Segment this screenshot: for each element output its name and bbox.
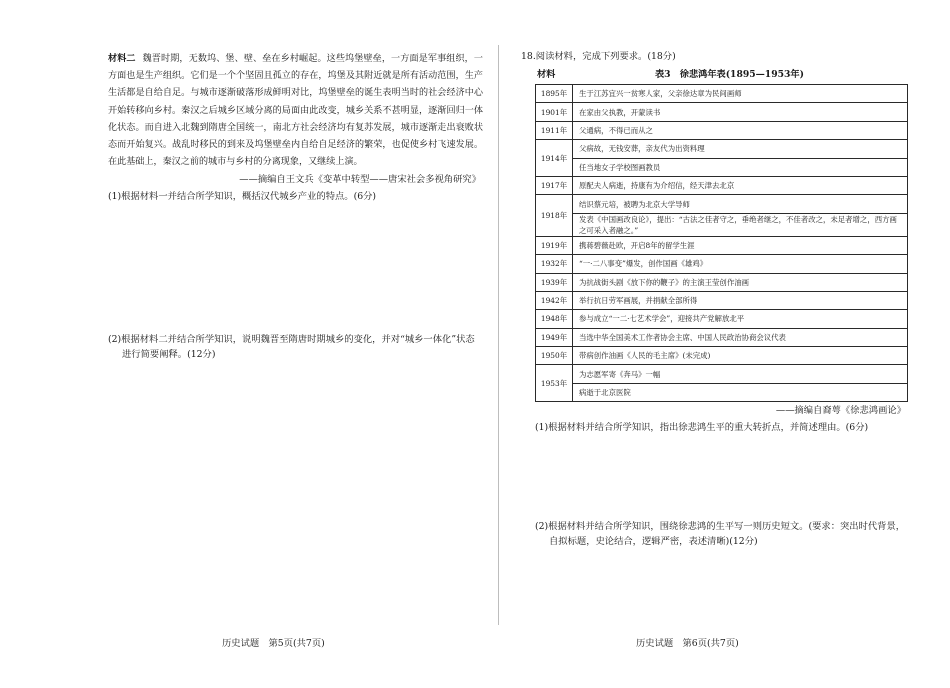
table-row xyxy=(536,85,908,103)
event-cell: 父通病，不得已而从之 xyxy=(573,121,908,139)
material-two-source: ——摘编自王文兵《变革中转型——唐宋社会多视角研究》 xyxy=(239,174,481,186)
event-cell: 病逝于北京医院 xyxy=(573,383,908,401)
material-two-text: 魏晋时期，无数坞、堡、壁、垒在乡村崛起。这些坞堡壁垒，一方面是军事组织，一方面也是生产组织。它们是一个个坚固且孤立的存在，坞堡及其附近就是所有活动范围，生产生活都是自给自足。与城市逐渐破落形成鲜明对比，坞堡壁垒的诞生表明当时的社会经济中心开始转移向乡村。秦汉之后城乡区域分离的局面由此改变，城乡关系不甚明显，逐渐回归一体化状态。而自进入北魏到隋唐全国统一，南北方社会经济均有复苏发展，城市逐渐走出衰败状态而开始复兴。战乱时移民的到来及坞堡壁垒内自给自足经济的繁荣，也促使乡村飞速发展。在此基础上，秦汉之前的城市与乡村的分离现象，又继续上演。 xyxy=(108,54,483,168)
question-17-1: (1)根据材料一并结合所学知识，概括汉代城乡产业的特点。(6分) xyxy=(108,191,377,203)
event-cell: 在家由父执教，开蒙读书 xyxy=(573,103,908,121)
year-cell: 1895年 xyxy=(536,85,573,103)
event-cell: 父病故，无钱安葬，亲友代为出资料理 xyxy=(573,140,908,158)
table-row xyxy=(536,291,908,309)
event-cell: 携蒋碧薇赴欧，开启8年的留学生涯 xyxy=(573,236,908,254)
year-cell: 1950年 xyxy=(536,347,573,365)
question-18-1: (1)根据材料并结合所学知识，指出徐悲鸿生平的重大转折点，并简述理由。(6分) xyxy=(535,422,869,434)
year-cell: 1911年 xyxy=(536,121,573,139)
year-cell: 1939年 xyxy=(536,273,573,291)
table-row xyxy=(536,328,908,346)
table-title: 表3 徐悲鸿年表(1895—1953年) xyxy=(655,69,804,80)
year-cell: 1901年 xyxy=(536,103,573,121)
year-cell: 1917年 xyxy=(536,176,573,194)
material-label: 材料 xyxy=(537,69,556,80)
table-row xyxy=(536,255,908,273)
table-row xyxy=(536,121,908,139)
event-cell: 当选中华全国美术工作者协会主席、中国人民政治协商会议代表 xyxy=(573,328,908,346)
answer-space-18-1 xyxy=(523,435,908,517)
right-page xyxy=(523,50,908,549)
year-cell: 1914年 xyxy=(536,140,573,177)
question-17-2: (2)根据材料二并结合所学知识，说明魏晋至隋唐时期城乡的变化，并对“城乡一体化”状态进行简要阐释。(12分) xyxy=(108,334,475,361)
event-cell: 参与成立“一二·七艺术学会”，迎接共产党解放北平 xyxy=(573,310,908,328)
table-row xyxy=(536,347,908,365)
event-cell: 生于江苏宜兴一贫寒人家，父亲徐达章为民间画师 xyxy=(573,85,908,103)
chronology-table xyxy=(535,84,908,402)
year-cell: 1949年 xyxy=(536,328,573,346)
table-row xyxy=(536,176,908,194)
event-cell: 举行抗日劳军画展，并捐献全部所得 xyxy=(573,291,908,309)
table-row xyxy=(536,213,908,236)
table-source: ——摘编自裔萼《徐悲鸿画论》 xyxy=(775,405,906,417)
table-row xyxy=(536,383,908,401)
event-cell: 任当地女子学校图画教员 xyxy=(573,158,908,176)
table-row xyxy=(536,365,908,383)
event-cell: “一·二八事变”爆发，创作国画《雄鸡》 xyxy=(573,255,908,273)
table-row xyxy=(536,103,908,121)
left-page-footer: 历史试题 第5页(共7页) xyxy=(222,638,325,649)
table-row xyxy=(536,310,908,328)
table-row xyxy=(536,273,908,291)
year-cell: 1918年 xyxy=(536,195,573,236)
table-caption xyxy=(523,66,908,84)
year-cell: 1953年 xyxy=(536,365,573,402)
table-row xyxy=(536,140,908,158)
answer-space-17-1 xyxy=(108,204,483,330)
table-row xyxy=(536,236,908,254)
page-divider xyxy=(498,45,499,625)
event-cell: 结识蔡元培，被聘为北京大学导师 xyxy=(573,195,908,213)
left-page xyxy=(108,50,483,362)
material-two-label: 材料二 xyxy=(108,53,136,64)
table-row xyxy=(536,158,908,176)
year-cell: 1919年 xyxy=(536,236,573,254)
event-cell: 发表《中国画改良论》，提出：“古法之佳者守之，垂绝者继之，不佳者改之，未足者增之，西方画之可采入者融之。” xyxy=(573,213,908,236)
question-18-2: (2)根据材料并结合所学知识，围绕徐悲鸿的生平写一则历史短文。(要求：突出时代背景，自拟标题，史论结合，逻辑严密，表述清晰)(12分) xyxy=(535,521,906,548)
year-cell: 1942年 xyxy=(536,291,573,309)
material-two-passage xyxy=(108,50,483,171)
event-cell: 带病创作油画《人民的毛主席》(未完成) xyxy=(573,347,908,365)
year-cell: 1932年 xyxy=(536,255,573,273)
table-row xyxy=(536,195,908,213)
question-18-header: 18.阅读材料，完成下列要求。(18分) xyxy=(521,51,676,62)
right-page-footer: 历史试题 第6页(共7页) xyxy=(636,638,739,649)
event-cell: 为抗战街头剧《放下你的鞭子》的主演王莹创作油画 xyxy=(573,273,908,291)
event-cell: 为志愿军寄《奔马》一幅 xyxy=(573,365,908,383)
event-cell: 原配夫人病逝，持康有为介绍信，经天津去北京 xyxy=(573,176,908,194)
year-cell: 1948年 xyxy=(536,310,573,328)
